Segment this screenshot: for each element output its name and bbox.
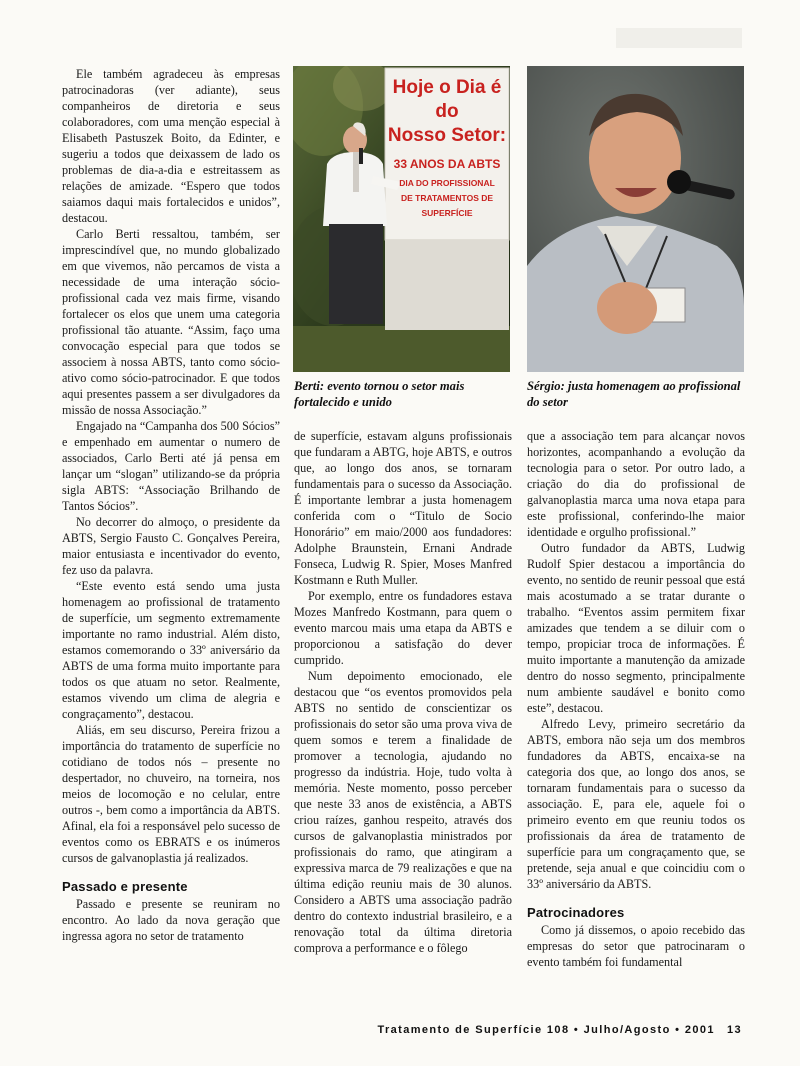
paragraph: Aliás, em seu discurso, Pereira frizou a importância do tratamento de superfície no cotidiano de todos nós – presente no despertador, no chuveiro, na torneira, nos meios de locomoção e no celular, entre outros -, bem como a importância da ABTS. Afinal, ela foi a responsável pelo sucesso de eventos como os EBRATS e os inúmeros cursos de galvanoplastia já realizados. <box>62 723 280 865</box>
photo-sergio-illustration <box>527 66 744 372</box>
magazine-issue-line: Tratamento de Superfície 108 • Julho/Agosto • 2001 <box>377 1024 715 1036</box>
page-footer <box>377 1024 742 1036</box>
paragraph: Como já dissemos, o apoio recebido das empresas do setor que patrocinaram o evento também foi fundamental <box>527 923 745 969</box>
banner-line-4: DIA DO PROFISSIONAL <box>399 178 495 188</box>
page-number: 13 <box>726 1024 742 1036</box>
banner-line-5: DE TRATAMENTOS DE <box>400 193 494 203</box>
paragraph: No decorrer do almoço, o presidente da ABTS, Sergio Fausto C. Gonçalves Pereira, maior entusiasta e incentivador do evento, fez uso da palavra. <box>62 515 280 577</box>
photo-berti-speaking <box>293 66 510 372</box>
photo-caption-berti: Berti: evento tornou o setor mais fortalecido e unido <box>294 379 465 409</box>
paragraph: Por exemplo, entre os fundadores estava Mozes Manfredo Kostmann, para quem o evento marcou mais uma etapa da ABTS e proporcionou a satisfação do dever cumprido. <box>294 589 512 667</box>
text-column-2 <box>294 428 512 956</box>
paragraph: Alfredo Levy, primeiro secretário da ABTS, embora não seja um dos membros fundadores da ABTS, encaixa-se na categoria dos que, ao longo dos anos, se tornaram fundamentais para o sucesso da associação. E, para ele, aquele foi o primeiro evento em que reuniu todos os profissionais da área de tratamento de superfície para um congraçamento que, se pretende, seja anual e que coincidiu com o 33º aniversário da ABTS. <box>527 717 745 891</box>
paragraph: Ele também agradeceu às empresas patrocinadoras (ver adiante), seus companheiros de diretoria e seus colaboradores, com uma menção especial à Elisabeth Pastuszek Boito, da Edinter, e sugeriu a todos que deixassem de lado os problemas de dia-a-dia e estreitassem as relações de amizade. “Espero que todos saiamos daqui mais fortalecidos e unidos”, destacou. <box>62 67 280 225</box>
banner-line-6: SUPERFÍCIE <box>421 208 473 218</box>
paragraph: “Este evento está sendo uma justa homenagem ao profissional de tratamento de superfície, um segmento extremamente importante no ramo industrial. Além disto, estamos comemorando o 33º aniversário da ABTS de uma forma muito importante para todos os que atuam no setor. Realmente, estamos vivendo um clima de alegria e congraçamento”, destacou. <box>62 579 280 721</box>
text-column-3 <box>527 428 745 970</box>
banner-line-2: Nosso Setor: <box>387 125 507 146</box>
paragraph: de superfície, estavam alguns profissionais que fundaram a ABTG, hoje ABTS, e outros que, ao longo dos anos, se tornaram fundamentais para o sucesso da Associação. É importante lembrar a justa homenagem conferida com o “Titulo de Socio Honorário” em maio/2000 aos fundadores: Adolphe Braunstein, Ernani Andrade Fonseca, Ludwig R. Spier, Moses Manfred Kostmann e Ruth Muller. <box>294 429 512 587</box>
page-corner-tab <box>616 28 742 48</box>
paragraph: que a associação tem para alcançar novos horizontes, acompanhando a evolução da tecnologia para o setor. Por outro lado, a criação do dia do profissional de galvanoplastia marca uma nova etapa para este profissional, conferindo-lhe maior identidade e orgulho profissional.” <box>527 429 745 539</box>
paragraph: Engajado na “Campanha dos 500 Sócios” e empenhado em aumentar o numero de associados, Carlo Berti até já pensa em lançar um “slogan” utilizando-se da própria sigla ABTS: “Associação Brilhando de Tantos Sócios”. <box>62 419 280 513</box>
event-banner <box>387 74 507 221</box>
banner-line-1: Hoje o Dia é do <box>392 77 502 122</box>
section-heading-passado: Passado e presente <box>62 879 188 894</box>
photo-sergio-speaking <box>527 66 744 372</box>
paragraph: Passado e presente se reuniram no encontro. Ao lado da nova geração que ingressa agora no setor de tratamento <box>62 897 280 943</box>
paragraph: Outro fundador da ABTS, Ludwig Rudolf Spier destacou a importância do evento, no sentido de reunir pessoal que está mais acostumado a se tratar durante o trabalho. “Eventos assim permitem fixar amizades que tendem a se diluir com o tempo, propiciar troca de informações. É muito importante a manutenção da amizade dentro do nosso segmento, principalmente num ambiente saudável e bonito como este”, destacou. <box>527 541 745 715</box>
paragraph: Num depoimento emocionado, ele destacou que “os eventos promovidos pela ABTS no sentido de conscientizar os profissionais do setor são uma prova viva de quem somos e terem a finalidade de promover a tecnologia, ajudando no progresso da indústria. Hoje, tudo volta à memória. Neste momento, posso perceber que neste 33 anos de existência, a ABTS criou raízes, ganhou respeito, através dos cursos de galvanoplastia ministrados por profissionais do ramo, que atingiram a expressiva marca de 79 realizações e que na última edição reuniu mais de 30 alunos. Considero a ABTS uma associação padrão dentro do contexto industrial brasileiro, e a renovação total da última diretoria comprova a performance e o fôlego <box>294 669 512 955</box>
text-column-1 <box>62 66 280 944</box>
banner-line-3: 33 ANOS DA ABTS <box>393 157 501 171</box>
paragraph: Carlo Berti ressaltou, também, ser imprescindível que, no mundo globalizado em que vivemos, não percamos de vista a necessidade de uma interação sócio-profissional cada vez mais firme, visando fortalecer os elos que unem uma categoria profissional tão atuante. “Assim, faço uma convocação especial para que todos se associem à nossa ABTS, tanto como sócio-ativo como sócio-patrocinador. E que todos aqui presentes passem a ser divulgadores da missão de nossa Associação.” <box>62 227 280 417</box>
section-heading-patrocinadores: Patrocinadores <box>527 905 625 920</box>
photo-caption-sergio: Sérgio: justa homenagem ao profissional do setor <box>527 379 741 409</box>
